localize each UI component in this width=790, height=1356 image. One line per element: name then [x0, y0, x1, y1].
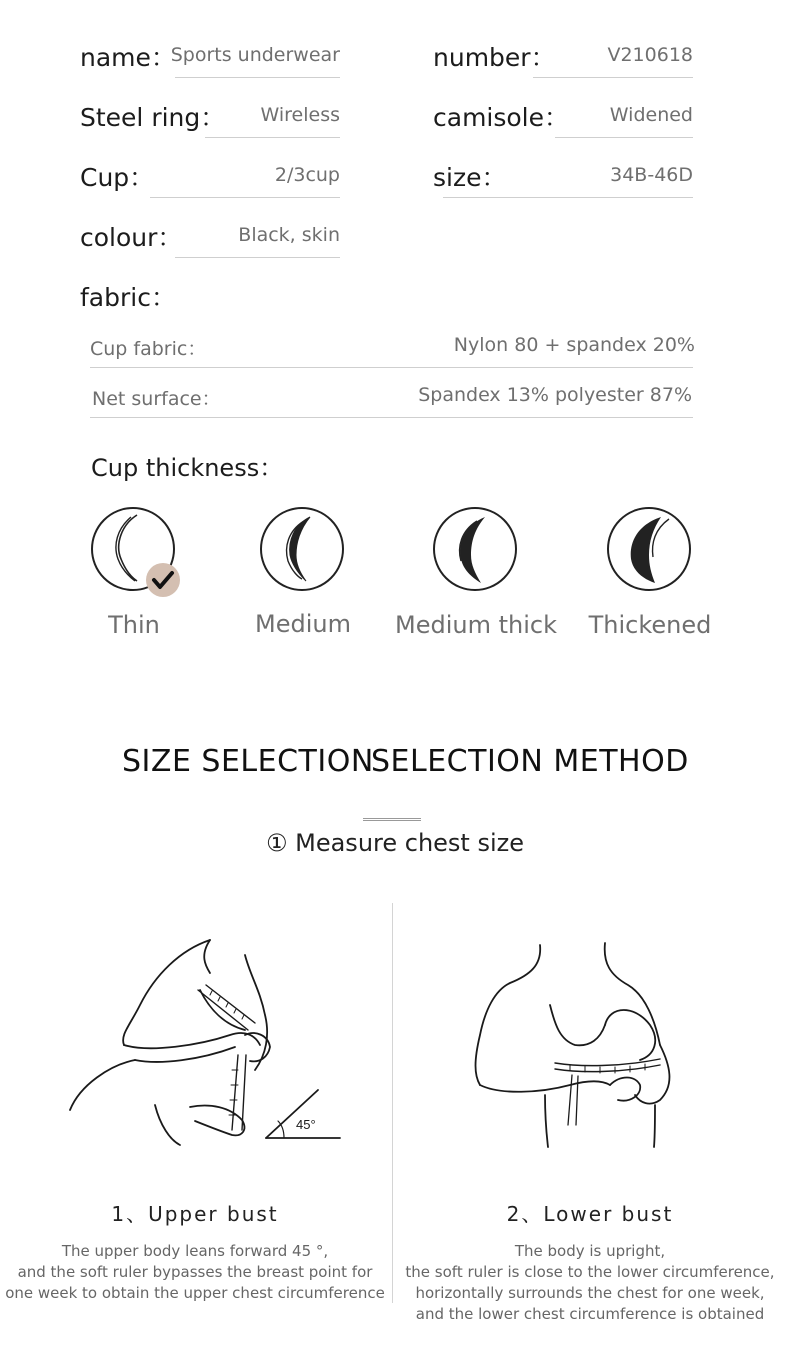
divider — [443, 197, 693, 198]
lower-bust-illustration — [460, 935, 700, 1155]
spec-value-steel-ring: Wireless — [260, 104, 340, 126]
fabric-row-label: Net surface： — [92, 388, 221, 410]
description-line: horizontally surrounds the chest for one week, — [415, 1284, 765, 1302]
fabric-row-label: Cup fabric： — [90, 338, 207, 360]
column-divider — [392, 903, 393, 1303]
spec-label-colour: colour： — [80, 223, 183, 252]
spec-label-size: size： — [433, 163, 507, 192]
spec-label-steel-ring: Steel ring： — [80, 103, 226, 132]
divider — [205, 137, 340, 138]
thickness-option-thin[interactable]: Thin — [108, 611, 160, 639]
spec-label-camisole: camisole： — [433, 103, 570, 132]
method-description-lower — [395, 1241, 785, 1325]
angle-label: 45° — [296, 1117, 316, 1132]
thickness-option-medium-thick[interactable]: Medium thick — [395, 611, 557, 639]
method-description-upper — [0, 1241, 390, 1304]
method-caption-lower: 2、Lower bust — [506, 1202, 674, 1226]
selected-check-badge — [146, 563, 180, 597]
divider — [90, 417, 693, 418]
spec-value-cup: 2/3cup — [274, 164, 340, 186]
description-line: the soft ruler is close to the lower circumference, — [405, 1263, 775, 1281]
description-line: The upper body leans forward 45 °, — [61, 1242, 329, 1260]
divider — [175, 77, 340, 78]
cup-thickness-title: Cup thickness： — [91, 454, 284, 482]
fabric-title: fabric： — [80, 283, 176, 312]
check-icon — [146, 563, 180, 597]
description-line: The body is upright, — [514, 1242, 666, 1260]
method-caption-upper: 1、Upper bust — [111, 1202, 279, 1226]
description-line: one week to obtain the upper chest circumference — [5, 1284, 385, 1302]
thickness-option-thickened[interactable]: Thickened — [588, 611, 712, 639]
description-line: and the soft ruler bypasses the breast point for — [17, 1263, 373, 1281]
spec-value-name: Sports underwear — [170, 44, 340, 66]
spec-label-name: name： — [80, 43, 176, 72]
cup-thickened-icon — [607, 507, 691, 591]
cup-medium-icon — [260, 507, 344, 591]
step-heading: ① Measure chest size — [265, 829, 525, 857]
spec-value-colour: Black, skin — [238, 224, 340, 246]
fabric-row-value: Spandex 13% polyester 87% — [418, 384, 692, 406]
title-underline — [363, 818, 421, 821]
size-selection-title: SIZE SELECTION — [122, 744, 374, 779]
selection-method-title: SELECTION METHOD — [371, 744, 689, 779]
divider — [90, 367, 693, 368]
cup-medium-thick-icon — [433, 507, 517, 591]
description-line: and the lower chest circumference is obtained — [415, 1305, 765, 1323]
divider — [175, 257, 340, 258]
spec-value-camisole: Widened — [609, 104, 693, 126]
fabric-row-value: Nylon 80 + spandex 20% — [453, 334, 695, 356]
spec-label-cup: Cup： — [80, 163, 155, 192]
divider — [533, 77, 693, 78]
thickness-option-medium[interactable]: Medium — [255, 610, 351, 638]
spec-label-number: number： — [433, 43, 556, 72]
divider — [555, 137, 693, 138]
spec-value-number: V210618 — [607, 44, 693, 66]
upper-bust-illustration — [60, 935, 350, 1155]
divider — [150, 197, 340, 198]
spec-value-size: 34B-46D — [610, 164, 693, 186]
